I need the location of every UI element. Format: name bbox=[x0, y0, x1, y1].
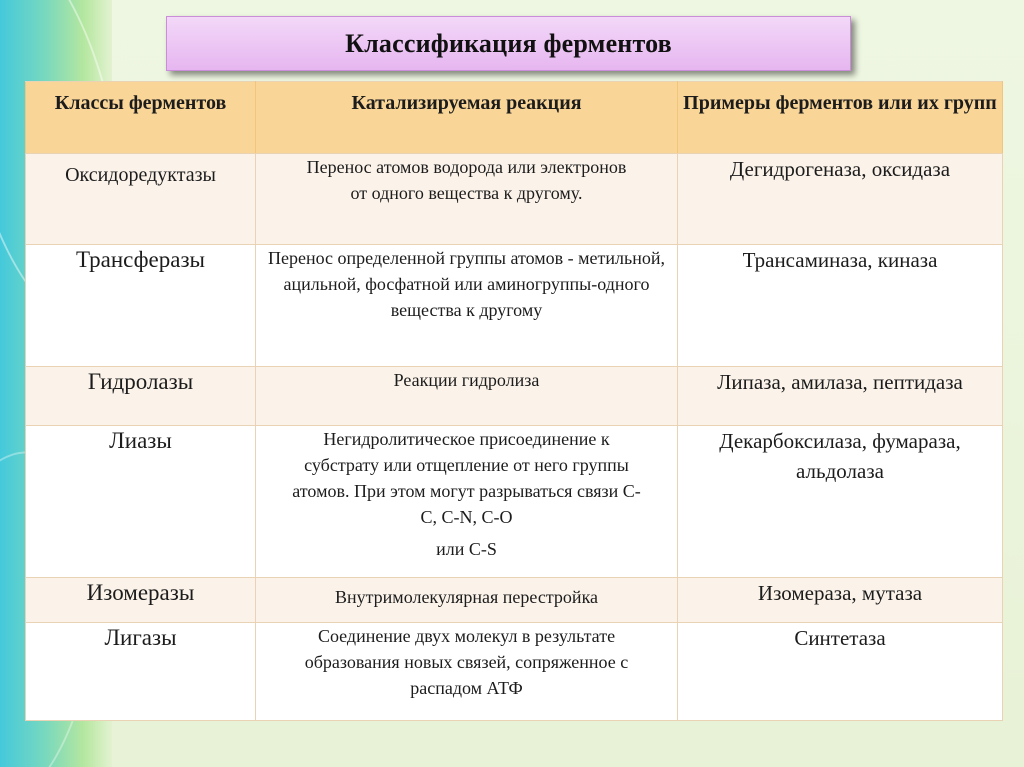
reaction-cell: Перенос определенной группы атомов - метильной, ацильной, фосфатной или аминогруппы-одного вещества к другому bbox=[256, 245, 678, 367]
class-cell: Оксидоредуктазы bbox=[26, 154, 256, 245]
table-header-row bbox=[26, 82, 1003, 154]
header-reaction: Катализируемая реакция bbox=[256, 82, 678, 154]
table-row bbox=[26, 245, 1003, 367]
class-cell: Лиазы bbox=[26, 426, 256, 578]
title-box bbox=[166, 16, 851, 71]
class-cell: Трансферазы bbox=[26, 245, 256, 367]
class-cell: Изомеразы bbox=[26, 578, 256, 623]
reaction-cell: Перенос атомов водорода или электронов от одного вещества к другому. bbox=[256, 154, 678, 245]
examples-cell: Трансаминаза, киназа bbox=[678, 245, 1003, 367]
header-examples: Примеры ферментов или их групп bbox=[678, 82, 1003, 154]
examples-cell: Дегидрогеназа, оксидаза bbox=[678, 154, 1003, 245]
reaction-text: Негидролитическое присоединение к субстрату или отщепление от него группы атомов. При этом могут разрываться связи С-С, С-N, С-О bbox=[292, 429, 641, 527]
reaction-cell: Реакции гидролиза bbox=[256, 367, 678, 426]
examples-cell: Липаза, амилаза, пептидаза bbox=[678, 367, 1003, 426]
table-row bbox=[26, 154, 1003, 245]
reaction-cell: Соединение двух молекул в результате образования новых связей, сопряженное с распадом АТФ bbox=[256, 623, 678, 721]
class-cell: Лигазы bbox=[26, 623, 256, 721]
table-row bbox=[26, 578, 1003, 623]
reaction-text-extra: или С-S bbox=[436, 539, 497, 559]
reaction-cell: Внутримолекулярная перестройка bbox=[256, 578, 678, 623]
slide-title: Классификация ферментов bbox=[345, 28, 672, 58]
header-classes: Классы ферментов bbox=[26, 82, 256, 154]
reaction-cell bbox=[256, 426, 678, 578]
examples-cell: Декарбоксилаза, фумараза, альдолаза bbox=[678, 426, 1003, 578]
examples-cell: Изомераза, мутаза bbox=[678, 578, 1003, 623]
table-row bbox=[26, 367, 1003, 426]
enzyme-classification-table bbox=[25, 81, 1003, 721]
table-row bbox=[26, 623, 1003, 721]
table-row bbox=[26, 426, 1003, 578]
examples-cell: Синтетаза bbox=[678, 623, 1003, 721]
class-cell: Гидролазы bbox=[26, 367, 256, 426]
